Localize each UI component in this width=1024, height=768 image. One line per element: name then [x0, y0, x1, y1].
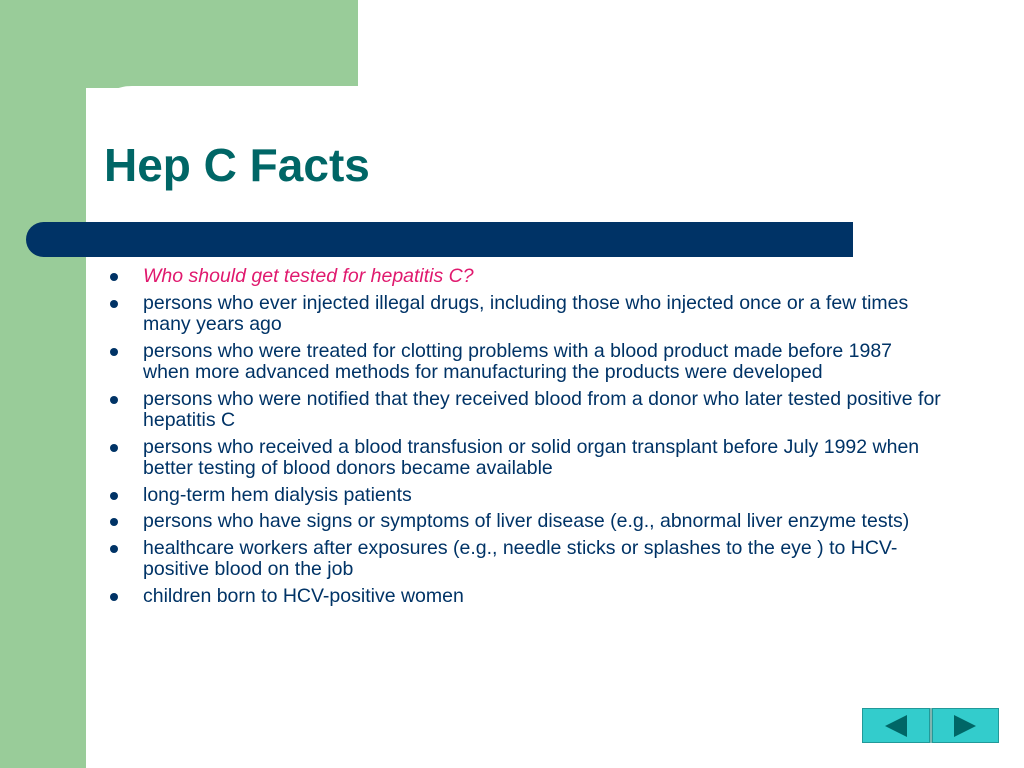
next-slide-button[interactable]: [932, 708, 1000, 743]
slide-title: Hep C Facts: [104, 139, 370, 191]
bullet-dot-icon: [110, 444, 118, 452]
bullet-text: persons who were notified that they received blood from a donor who later tested positive for hepatitis C: [143, 387, 941, 431]
bullet-item: [104, 485, 944, 507]
bullet-list: [104, 266, 944, 612]
bullet-text: persons who ever injected illegal drugs, including those who injected once or a few times many years ago: [143, 291, 909, 335]
bullet-dot-icon: [110, 396, 118, 404]
bullet-item: [104, 341, 944, 384]
decor-green-left: [0, 0, 86, 768]
bullet-item: [104, 437, 944, 480]
bullet-text: persons who were treated for clotting problems with a blood product made before 1987 when more advanced methods for manufacturing the products were developed: [143, 339, 893, 383]
bullet-item-question: [104, 266, 944, 288]
bullet-text: Who should get tested for hepatitis C?: [143, 265, 474, 287]
previous-slide-button[interactable]: [862, 708, 930, 743]
bullet-dot-icon: [110, 545, 118, 553]
bullet-text: healthcare workers after exposures (e.g., needle sticks or splashes to the eye ) to HCV-positive blood on the job: [143, 536, 898, 580]
bullet-item: [104, 586, 944, 608]
bullet-dot-icon: [110, 273, 118, 281]
bullet-item: [104, 538, 944, 581]
bullet-dot-icon: [110, 518, 118, 526]
title-divider-bar: [26, 222, 853, 257]
bullet-item: [104, 293, 944, 336]
bullet-text: long-term hem dialysis patients: [143, 483, 412, 506]
arrow-left-icon: [883, 714, 909, 738]
bullet-dot-icon: [110, 492, 118, 500]
bullet-text: persons who have signs or symptoms of liver disease (e.g., abnormal liver enzyme tests): [143, 510, 910, 532]
bullet-item: [104, 389, 944, 432]
bullet-text: children born to HCV-positive women: [143, 584, 464, 607]
bullet-dot-icon: [110, 593, 118, 601]
bullet-dot-icon: [110, 348, 118, 356]
arrow-right-icon: [952, 714, 978, 738]
bullet-dot-icon: [110, 300, 118, 308]
slide-navigation: [862, 708, 999, 743]
bullet-item: [104, 511, 944, 533]
bullet-text: persons who received a blood transfusion or solid organ transplant before July 1992 when better testing of blood donors became available: [143, 435, 920, 479]
